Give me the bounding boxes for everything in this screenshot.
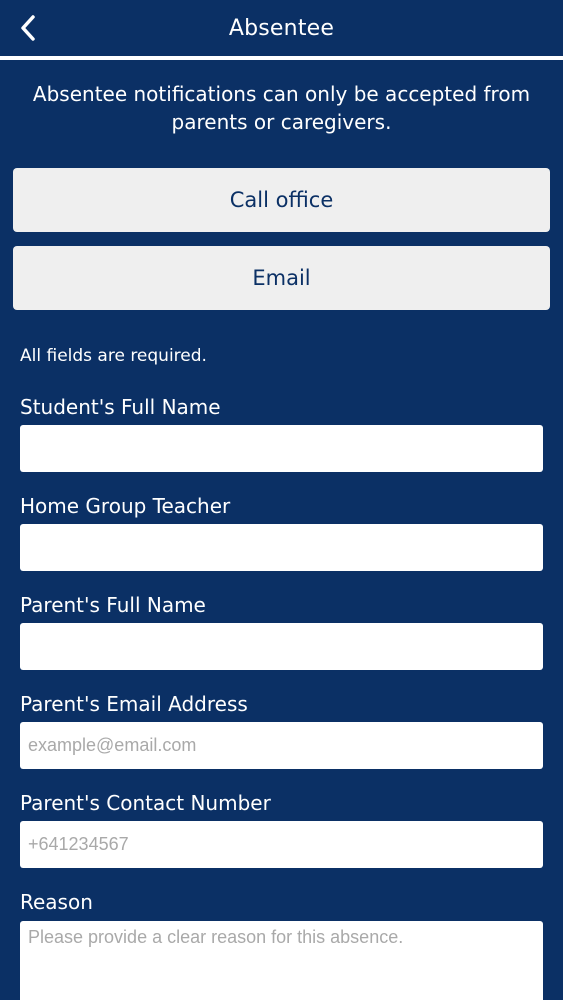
reason-textarea[interactable] bbox=[20, 921, 543, 1000]
call-office-button[interactable]: Call office bbox=[13, 168, 550, 232]
parent-phone-label: Parent's Contact Number bbox=[20, 791, 271, 815]
chevron-left-icon bbox=[20, 15, 36, 41]
home-group-teacher-label: Home Group Teacher bbox=[20, 494, 231, 518]
required-fields-note: All fields are required. bbox=[20, 346, 207, 366]
reason-label: Reason bbox=[20, 890, 93, 914]
parent-email-input[interactable] bbox=[20, 722, 543, 769]
parent-email-label: Parent's Email Address bbox=[20, 692, 248, 716]
parent-name-label: Parent's Full Name bbox=[20, 593, 206, 617]
page-title: Absentee bbox=[228, 15, 335, 41]
intro-text: Absentee notifications can only be accepted from parents or caregivers. bbox=[32, 82, 531, 134]
nav-header bbox=[0, 0, 563, 56]
parent-phone-input[interactable] bbox=[20, 821, 543, 868]
email-button[interactable]: Email bbox=[13, 246, 550, 310]
home-group-teacher-input[interactable] bbox=[20, 524, 543, 571]
student-name-label: Student's Full Name bbox=[20, 395, 221, 419]
student-name-input[interactable] bbox=[20, 425, 543, 472]
parent-name-input[interactable] bbox=[20, 623, 543, 670]
header-divider bbox=[0, 56, 563, 60]
back-button[interactable] bbox=[10, 10, 46, 46]
